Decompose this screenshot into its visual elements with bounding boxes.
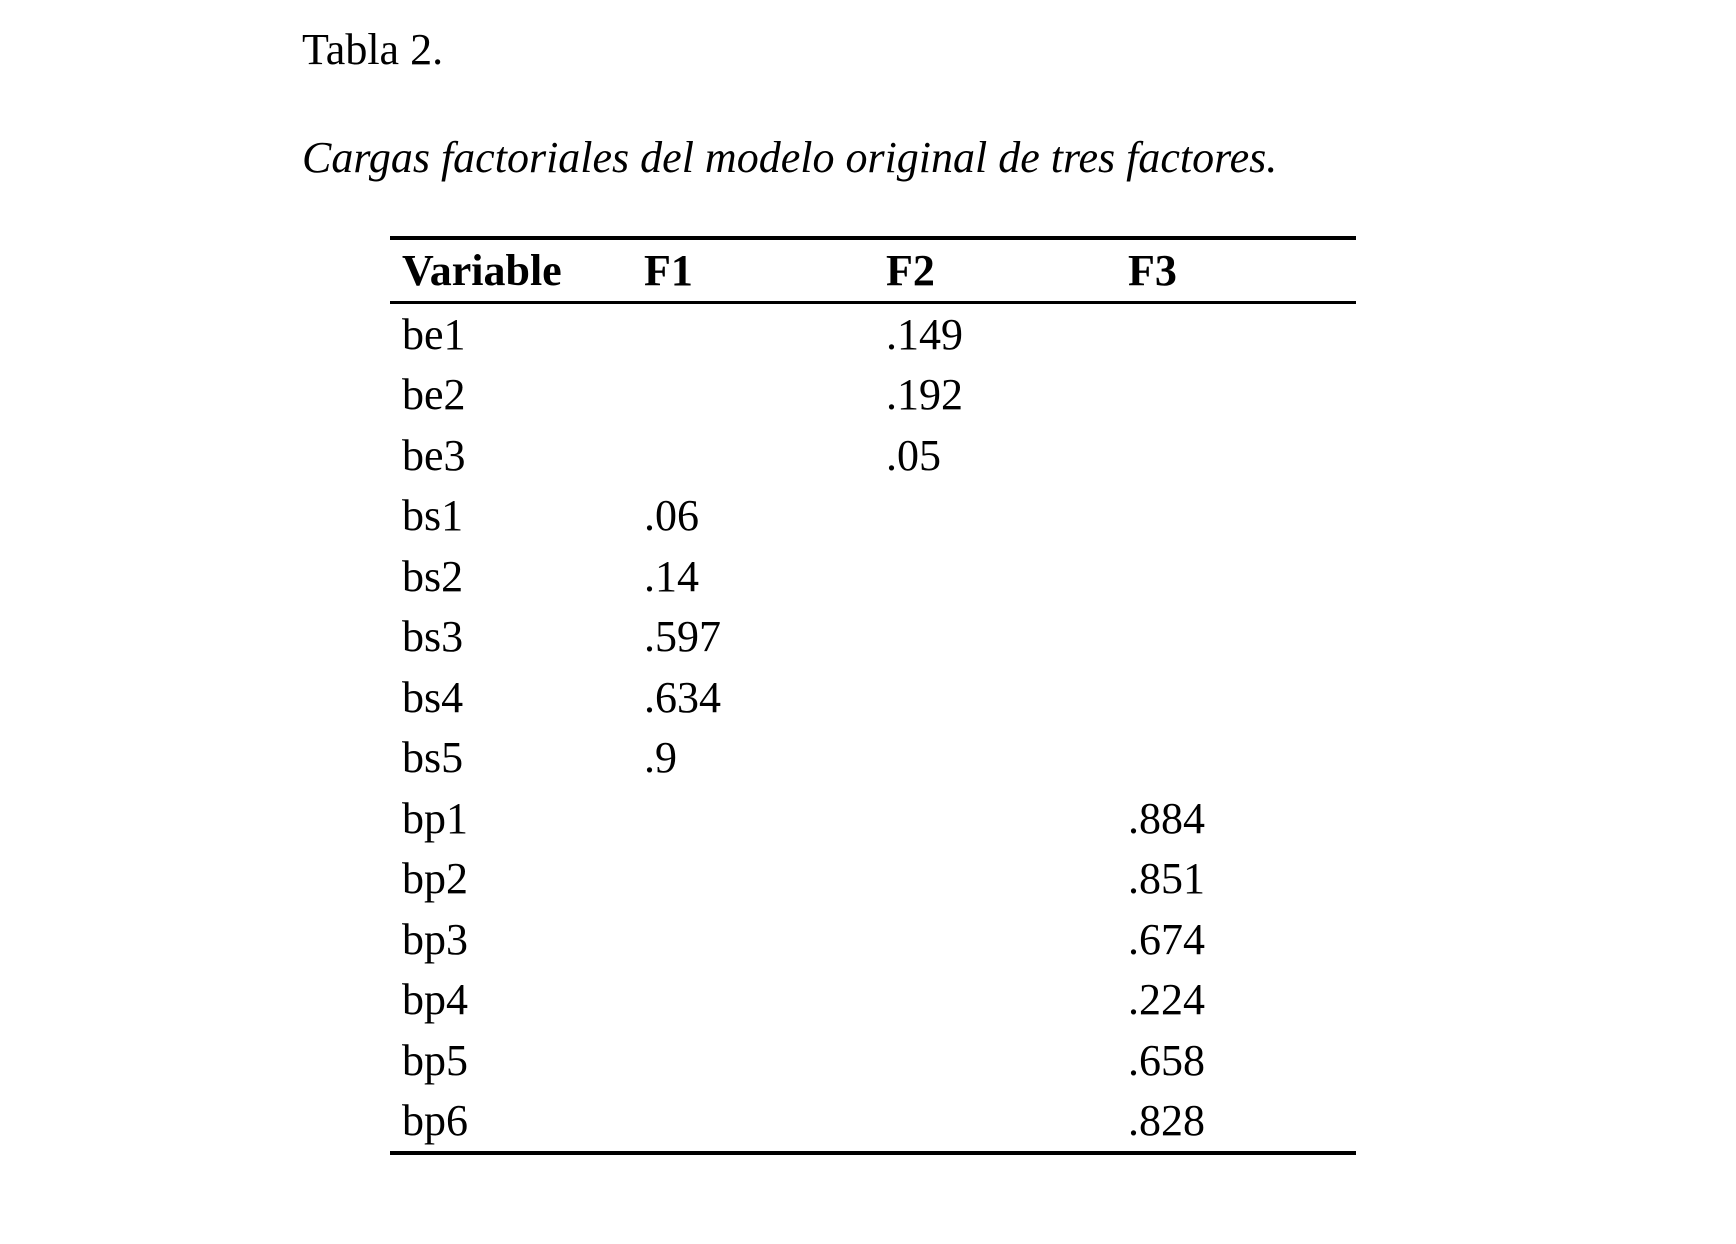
cell-f2 [874,667,1116,728]
cell-variable: bs1 [402,491,464,541]
table-header [390,238,1356,303]
table-row [390,849,1356,910]
cell-variable: bp6 [402,1096,468,1146]
cell-f3 [1116,425,1356,486]
table-row [390,728,1356,789]
cell-f3 [1116,607,1356,668]
cell-f2 [874,970,1116,1031]
table-row [390,365,1356,426]
cell-f1 [632,909,874,970]
cell-f1 [632,425,874,486]
cell-variable: bp4 [402,975,468,1025]
cell-variable: be3 [402,430,466,480]
table-row [390,909,1356,970]
cell-f3: .224 [1128,975,1205,1025]
cell-f3 [1116,365,1356,426]
header-row [390,238,1356,303]
cell-f2: .192 [886,370,963,420]
cell-f2 [874,728,1116,789]
cell-f1 [632,849,874,910]
cell-f2 [874,849,1116,910]
cell-f1: .9 [644,733,677,783]
cell-f3: .658 [1128,1035,1205,1085]
cell-f3 [1116,303,1356,365]
cell-f3: .851 [1128,854,1205,904]
cell-f2 [874,486,1116,547]
cell-f3 [1116,667,1356,728]
cell-variable: bp3 [402,914,468,964]
cell-f2: .05 [886,430,941,480]
cell-f3: .828 [1128,1096,1205,1146]
column-header-f3: F3 [1128,246,1177,295]
cell-f2 [874,909,1116,970]
cell-f3: .884 [1128,793,1205,843]
table-row [390,425,1356,486]
cell-f1 [632,970,874,1031]
cell-f1 [632,303,874,365]
cell-variable: be1 [402,309,466,359]
cell-f1 [632,788,874,849]
cell-variable: bs3 [402,612,464,662]
column-header-f2: F2 [886,246,935,295]
cell-f1 [632,1030,874,1091]
cell-f1: .14 [644,551,699,601]
cell-f2 [874,1091,1116,1154]
table-row [390,546,1356,607]
cell-f2: .149 [886,309,963,359]
cell-f2 [874,546,1116,607]
table-row [390,1091,1356,1154]
table-row [390,607,1356,668]
cell-f1: .06 [644,491,699,541]
cell-f1: .634 [644,672,721,722]
table-body [390,303,1356,1154]
cell-variable: bp1 [402,793,468,843]
table-row [390,788,1356,849]
cell-f3 [1116,546,1356,607]
cell-variable: bs2 [402,551,464,601]
column-header-f1: F1 [644,246,693,295]
cell-f3 [1116,486,1356,547]
cell-variable: bp5 [402,1035,468,1085]
column-header-variable: Variable [402,246,562,295]
cell-f1 [632,1091,874,1154]
factor-loadings-table [390,236,1356,1155]
cell-variable: be2 [402,370,466,420]
table-row [390,486,1356,547]
cell-variable: bp2 [402,854,468,904]
cell-variable: bs5 [402,733,464,783]
cell-f3 [1116,728,1356,789]
table-row [390,667,1356,728]
cell-f2 [874,1030,1116,1091]
table-row [390,303,1356,365]
table-row [390,1030,1356,1091]
cell-f3: .674 [1128,914,1205,964]
cell-f1 [632,365,874,426]
cell-f2 [874,788,1116,849]
cell-f2 [874,607,1116,668]
cell-variable: bs4 [402,672,464,722]
cell-f1: .597 [644,612,721,662]
table-caption: Cargas factoriales del modelo original de tres factores. [302,133,1278,182]
table-label: Tabla 2. [302,25,444,74]
table-row [390,970,1356,1031]
